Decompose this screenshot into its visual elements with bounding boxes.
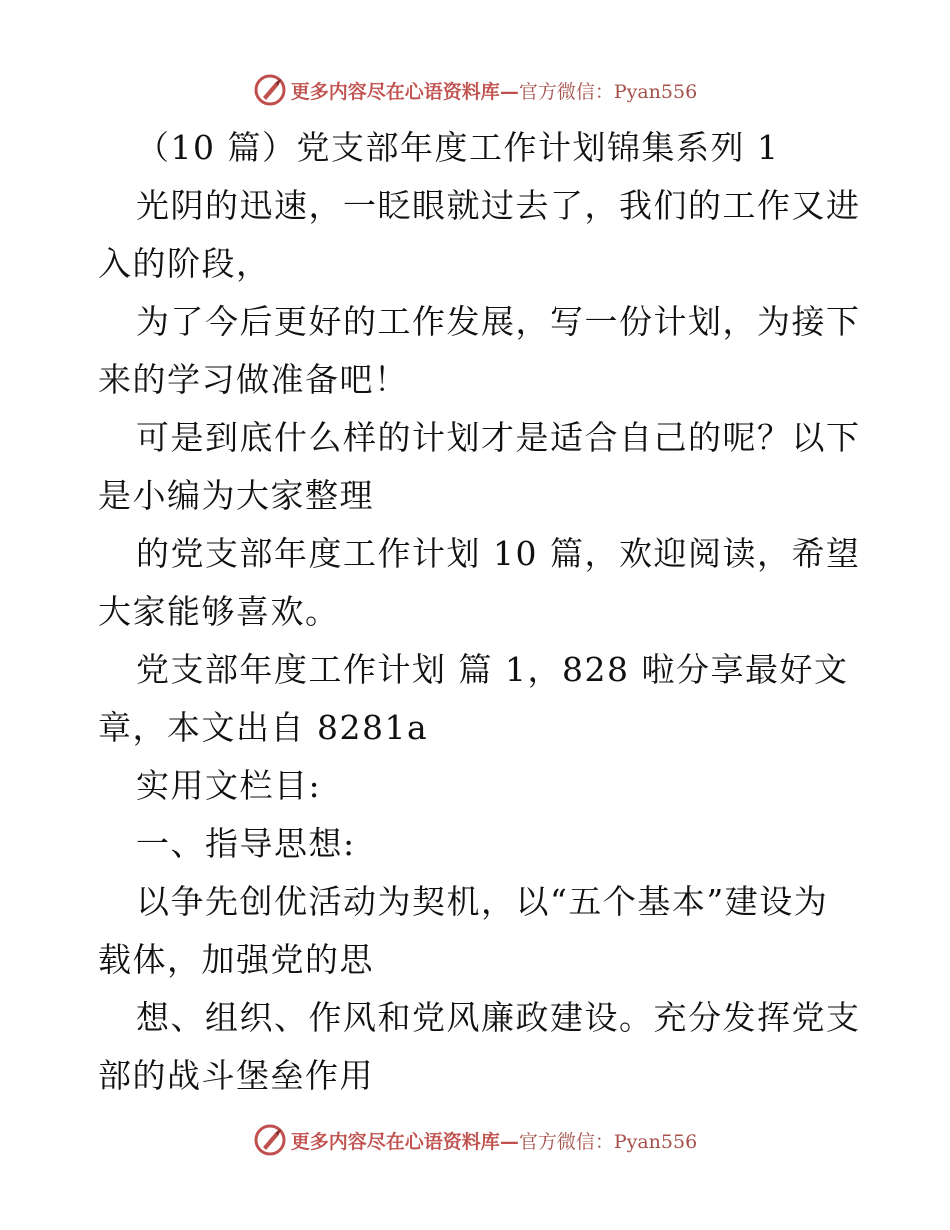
paragraph-line: 可是到底什么样的计划才是适合自己的呢？以下 (136, 418, 861, 457)
section-heading: 一、指导思想: (136, 824, 356, 863)
paragraph-line: 入的阶段， (98, 244, 271, 283)
banner-dash: — (499, 1130, 519, 1153)
paragraph-line: 载体，加强党的思 (98, 940, 374, 979)
pen-nib-logo-icon (253, 1123, 287, 1157)
paragraph-line: 想、组织、作风和党风廉政建设。充分发挥党支 (136, 998, 861, 1037)
paragraph-line: 党支部年度工作计划 篇 1，828 啦分享最好文 (136, 650, 849, 689)
banner-text (291, 77, 697, 104)
banner-wechat-id: Pyan556 (613, 1130, 698, 1153)
banner-wechat-id: Pyan556 (613, 80, 698, 103)
paragraph-line: 大家能够喜欢。 (98, 592, 340, 631)
paragraph-line: 的党支部年度工作计划 10 篇，欢迎阅读，希望 (136, 534, 861, 573)
paragraph-line: 是小编为大家整理 (98, 476, 374, 515)
banner-wechat-label: 官方微信： (518, 1130, 614, 1153)
header-banner (0, 70, 950, 110)
paragraph-line: 章，本文出自 8281a (98, 708, 429, 747)
paragraph-line: 光阴的迅速，一眨眼就过去了，我们的工作又进 (136, 186, 861, 225)
banner-main-text: 更多内容尽在心语资料库 (290, 80, 500, 103)
banner-text (291, 1127, 697, 1154)
doc-title: （10 篇）党支部年度工作计划锦集系列 1 (136, 128, 780, 167)
section-label: 实用文栏目: (136, 766, 322, 805)
paragraph-line: 以争先创优活动为契机，以“五个基本”建设为 (136, 882, 829, 921)
paragraph-line: 部的战斗堡垒作用 (98, 1056, 374, 1095)
pen-nib-logo-icon (253, 73, 287, 107)
banner-wechat-label: 官方微信： (518, 80, 614, 103)
paragraph-line: 为了今后更好的工作发展，写一份计划，为接下 (136, 302, 861, 341)
banner-main-text: 更多内容尽在心语资料库 (290, 1130, 500, 1153)
banner-dash: — (499, 80, 519, 103)
paragraph-line: 来的学习做准备吧！ (98, 360, 409, 399)
footer-banner (0, 1120, 950, 1160)
